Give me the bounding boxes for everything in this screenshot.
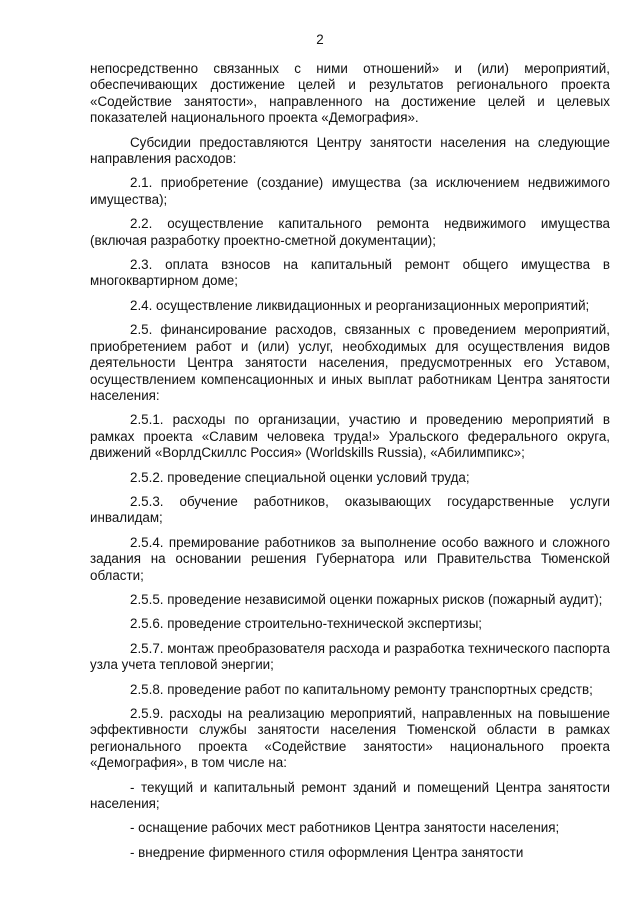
item-2-5-3: 2.5.3. обучение работников, оказывающих государственные услуги инвалидам; (90, 493, 610, 526)
item-2-5-9: 2.5.9. расходы на реализацию мероприятий, направленных на повышение эффективности службы занятости населения Тюменской области в рамках регионального проекта «Содействие занятости» национального проекта «Демография», в том числе на: (90, 706, 610, 771)
bullet-repair: - текущий и капитальный ремонт зданий и помещений Центра занятости населения; (90, 779, 610, 812)
item-2-1: 2.1. приобретение (создание) имущества (за исключением недвижимого имущества); (90, 175, 610, 207)
item-2-5-4: 2.5.4. премирование работников за выполнение особо важного и сложного задания на основании решения Губернатора или Правительства Тюменской области; (90, 534, 610, 583)
item-2-2: 2.2. осуществление капитального ремонта недвижимого имущества (включая разработку проектно-сметной документации); (90, 216, 610, 248)
item-2-5-5: 2.5.5. проведение независимой оценки пожарных рисков (пожарный аудит); (130, 591, 603, 607)
item-2-5-7: 2.5.7. монтаж преобразователя расхода и разработка технического паспорта узла учета тепловой энергии; (90, 640, 610, 673)
item-2-5-6: 2.5.6. проведение строительно-технической экспертизы; (130, 616, 483, 632)
item-2-5: 2.5. финансирование расходов, связанных с проведением мероприятий, приобретением работ и (или) услуг, необходимых для осуществления видов деятельности Центра занятости населения, предусмотренных его Уставом, осуществлением компенсационных и иных выплат работникам Центра занятости населения: (90, 322, 610, 403)
paragraph-continuation: непосредственно связанных с ними отношений» и (или) мероприятий, обеспечивающих достижение целей и результатов регионального проекта «Содействие занятости», направленного на достижение целей и целевых показателей национального проекта «Демография». (90, 61, 610, 126)
item-2-5-2: 2.5.2. проведение специальной оценки условий труда; (130, 469, 470, 485)
bullet-workplaces: - оснащение рабочих мест работников Центра занятости населения; (130, 820, 560, 836)
item-2-3: 2.3. оплата взносов на капитальный ремонт общего имущества в многоквартирном доме; (90, 257, 610, 289)
item-2-4: 2.4. осуществление ликвидационных и реорганизационных мероприятий; (130, 297, 590, 313)
item-2-5-8: 2.5.8. проведение работ по капитальному ремонту транспортных средств; (130, 681, 593, 697)
paragraph-intro: Субсидии предоставляются Центру занятости населения на следующие направления расходов: (90, 134, 610, 167)
page-number: 2 (316, 32, 324, 47)
document-body (90, 61, 610, 861)
item-2-5-1: 2.5.1. расходы по организации, участию и проведению мероприятий в рамках проекта «Славим человека труда!» Уральского федерального округа, движений «ВорлдСкиллс Россия» (Worldskills Russia), «Абилимпикс»; (90, 412, 610, 461)
bullet-corporate-style: - внедрение фирменного стиля оформления Центра занятости (130, 844, 524, 860)
